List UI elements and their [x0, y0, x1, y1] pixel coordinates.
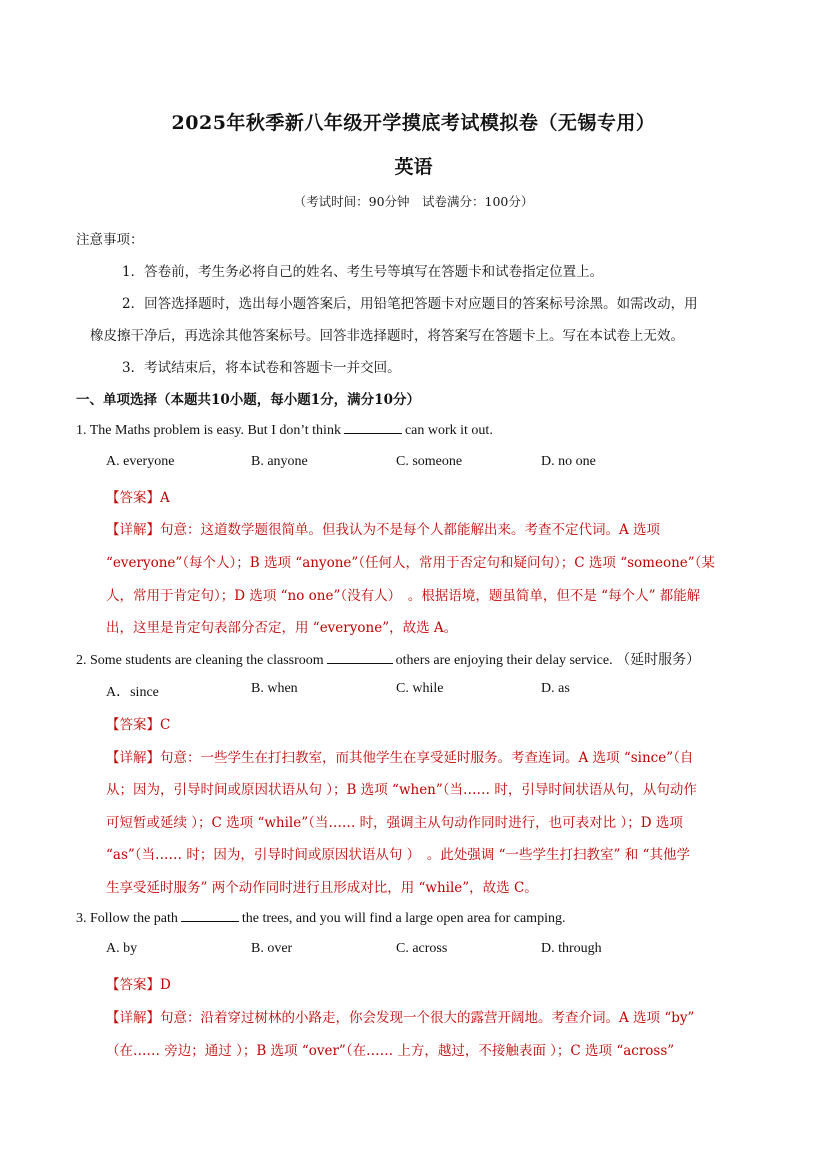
- question-3-option-d: D. through: [541, 941, 602, 956]
- question-1-option-c: C. someone: [396, 454, 463, 469]
- question-1-stem-before: 1. The Maths problem is easy. But I don’t think: [76, 423, 341, 438]
- question-1-options: [106, 454, 706, 474]
- detail-text: 句意：沿着穿过树林的小路走，你会发现一个很大的露营开阔地。考查介词。A 选项 “by”: [160, 1010, 695, 1026]
- question-2-option-c: C. while: [396, 681, 444, 696]
- question-1-option-d: D. no one: [541, 454, 596, 469]
- question-2-options: [106, 681, 706, 701]
- question-2-detail-line-4: “as”（当…… 时；因为，引导时间或原因状语从句 ） 。此处强调 “一些学生打扫教室” 和 “其他学: [106, 847, 690, 863]
- detail-label: 【详解】: [106, 750, 160, 766]
- question-1-option-b: B. anyone: [251, 454, 308, 469]
- question-1-detail-line-4: 出，这里是肯定句表部分否定，用 “everyone”，故选 A。: [106, 620, 458, 636]
- notes-item-3: 3．考试结束后，将本试卷和答题卡一并交回。: [122, 360, 401, 376]
- question-2-blank: [327, 651, 393, 664]
- question-1-stem-after: can work it out.: [404, 423, 493, 438]
- question-3-answer: [106, 973, 796, 993]
- exam-title: 2025年秋季新八年级开学摸底考试模拟卷（无锡专用）: [171, 112, 656, 134]
- question-1-stem: [76, 421, 766, 439]
- question-2-stem-after: others are enjoying their delay service. （延时服务）: [395, 653, 701, 668]
- question-2-answer: [106, 713, 796, 733]
- detail-label: 【详解】: [106, 1010, 160, 1026]
- notes-heading: 注意事项：: [76, 232, 144, 248]
- question-2-option-d: D. as: [541, 681, 570, 696]
- question-3-blank: [181, 909, 239, 922]
- question-2-stem: [76, 649, 766, 669]
- question-3-stem-after: the trees, and you will find a large open area for camping.: [241, 911, 566, 926]
- question-1-detail-line-2: “everyone”（每个人）；B 选项 “anyone”（任何人，常用于否定句和疑问句）；C 选项 “someone”（某: [106, 555, 715, 571]
- question-2-detail-line-2: 从；因为，引导时间或原因状语从句 ）；B 选项 “when”（当…… 时，引导时间状语从句，从句动作: [106, 782, 697, 798]
- question-3-detail-line-2: （在…… 旁边；通过 ）；B 选项 “over”（在…… 上方，越过，不接触表面 ）；C 选项 “across”: [106, 1043, 675, 1059]
- detail-label: 【详解】: [106, 522, 160, 538]
- question-3-stem-before: 3. Follow the path: [76, 911, 178, 926]
- question-3-stem: [76, 909, 766, 927]
- detail-text: 句意：一些学生在打扫教室，而其他学生在享受延时服务。考查连词。A 选项 “since”（自: [160, 750, 694, 766]
- answer-value: C: [160, 717, 171, 733]
- answer-value: A: [160, 490, 170, 506]
- question-2-option-b: B. when: [251, 681, 298, 696]
- answer-label: 【答案】: [106, 490, 160, 506]
- question-2-detail-line-5: 生享受延时服务” 两个动作同时进行且形成对比，用 “while”，故选 C。: [106, 880, 538, 896]
- time-info: （考试时间：90分钟 试卷满分：100分）: [293, 194, 534, 209]
- question-3-option-a: A. by: [106, 941, 138, 956]
- question-1-detail-line-3: 人，常用于肯定句）；D 选项 “no one”（没有人） 。根据语境，题虽简单，但不是 “每个人” 都能解: [106, 588, 701, 604]
- notes-item-1: 1．答卷前，考生务必将自己的姓名、考生号等填写在答题卡和试卷指定位置上。: [122, 264, 604, 280]
- question-3-options: [106, 941, 706, 961]
- subject-title: 英语: [394, 156, 433, 178]
- answer-label: 【答案】: [106, 977, 160, 993]
- question-3-detail-line-1: [106, 1006, 796, 1026]
- question-1-answer: [106, 486, 796, 506]
- notes-item-2-line-1: 2．回答选择题时，选出每小题答案后，用铅笔把答题卡对应题目的答案标号涂黑。如需改动，用: [122, 296, 698, 312]
- question-2-detail-line-1: [106, 746, 796, 766]
- question-1-option-a: A. everyone: [106, 454, 175, 469]
- notes-item-2-line-2: 橡皮擦干净后，再选涂其他答案标号。回答非选择题时，将答案写在答题卡上。写在本试卷上无效。: [90, 328, 684, 344]
- answer-value: D: [160, 977, 171, 993]
- question-3-option-b: B. over: [251, 941, 293, 956]
- answer-label: 【答案】: [106, 717, 160, 733]
- question-3-option-c: C. across: [396, 941, 448, 956]
- question-1-detail-line-1: [106, 518, 796, 538]
- question-2-detail-line-3: 可短暂或延续 ）；C 选项 “while”（当…… 时，强调主从句动作同时进行，也可表对比 ）；D 选项: [106, 815, 683, 831]
- question-1-blank: [344, 421, 402, 434]
- section-title: 一、单项选择（本题共10小题，每小题1分，满分10分）: [76, 392, 420, 408]
- question-2-stem-before: 2. Some students are cleaning the classroom: [76, 653, 324, 668]
- question-2-option-a: A．since: [106, 685, 159, 700]
- detail-text: 句意：这道数学题很简单。但我认为不是每个人都能解出来。考查不定代词。A 选项: [160, 522, 661, 538]
